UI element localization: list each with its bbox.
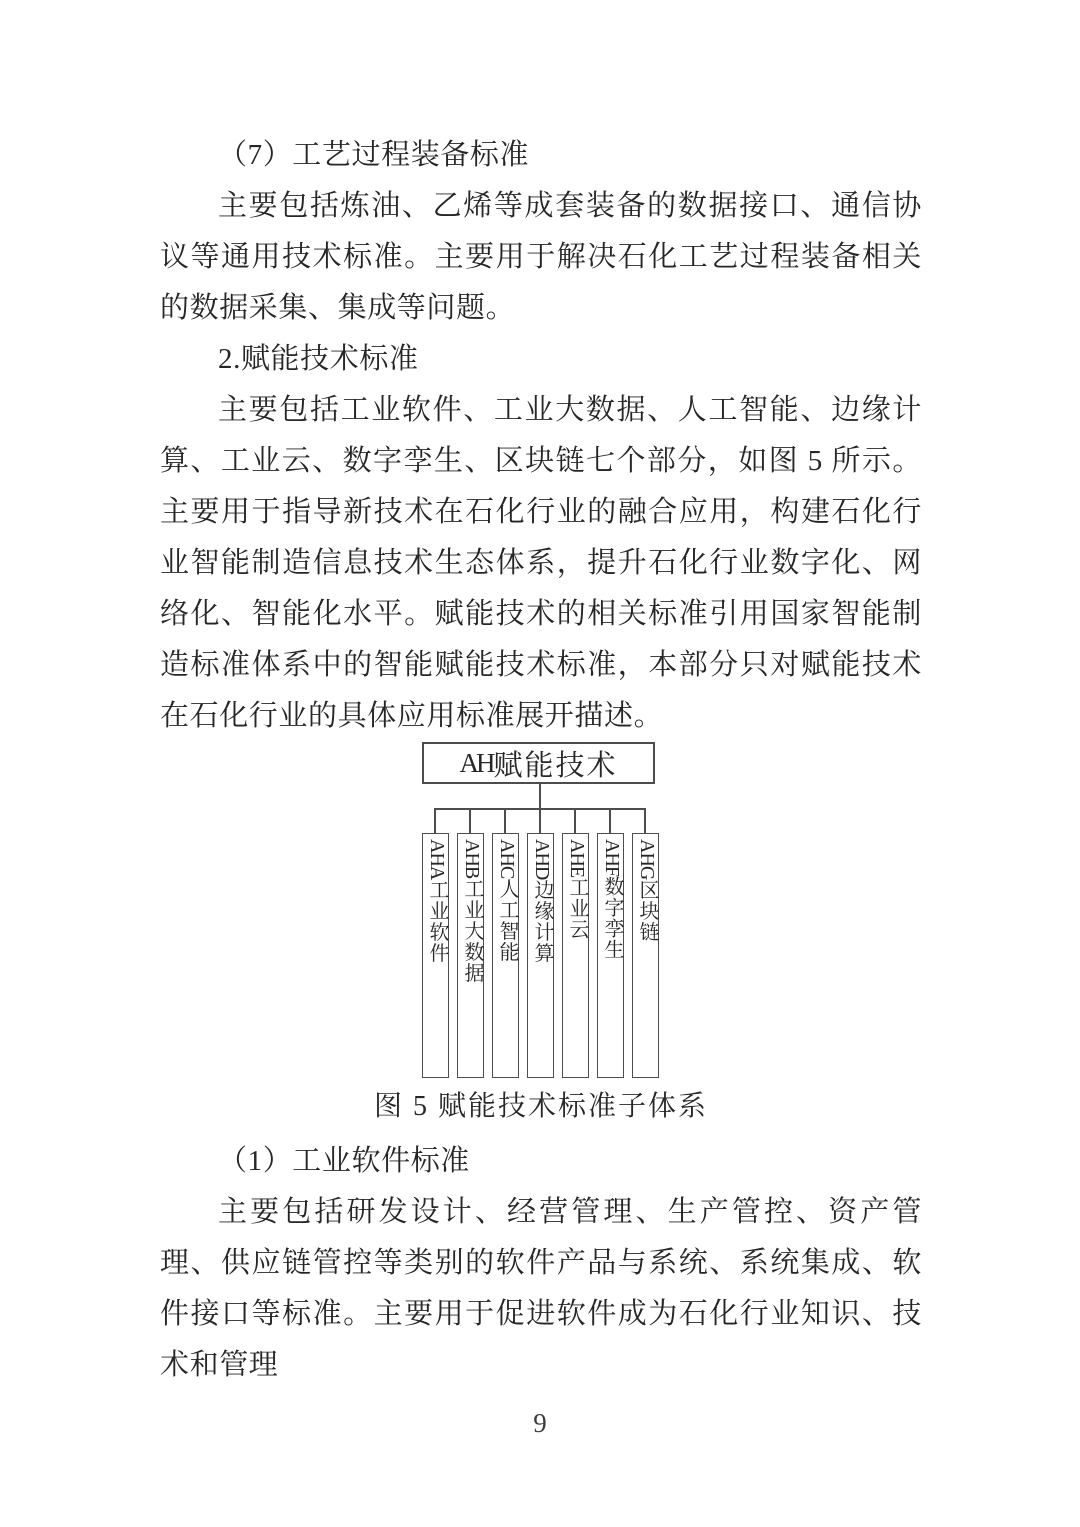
- leaf-code: AHC: [496, 839, 518, 879]
- figure-leaf-artificial-intelligence: [492, 833, 519, 1078]
- heading-industrial-software: （1）工业软件标准: [218, 1145, 470, 1177]
- figure-connector-drop: [469, 810, 471, 833]
- paragraph-enabling-tech: 主要包括工业软件、工业大数据、人工智能、边缘计算、工业云、数字孪生、区块链七个部分，如图 5 所示。主要用于指导新技术在石化行业的融合应用，构建石化行业智能制造信息技术生态体系，提升石化行业数字化、网络化、智能化水平。赋能技术的相关标准引用国家智能制造标准体系中的智能赋能技术标准，本部分只对赋能技术在石化行业的具体应用标准展开描述。: [160, 394, 922, 732]
- figure-caption: 图 5 赋能技术标准子体系: [373, 1091, 708, 1122]
- leaf-code: AHE: [566, 839, 588, 878]
- leaf-label: 人工智能: [496, 878, 518, 963]
- leaf-label: 工业大数据: [461, 878, 483, 984]
- leaf-code: AHF: [601, 839, 623, 877]
- figure-connector-drop: [574, 810, 576, 833]
- heading-process-equipment: （7）工艺过程装备标准: [218, 139, 530, 171]
- figure-root-box: [422, 742, 655, 784]
- leaf-label: 数字孪生: [601, 876, 623, 961]
- leaf-code: AHB: [461, 839, 483, 879]
- figure-leaf-industrial-big-data: [457, 833, 484, 1078]
- figure-connector-drop: [434, 810, 436, 833]
- leaf-label: 边缘计算: [531, 879, 553, 964]
- leaf-label: 工业软件: [426, 879, 448, 964]
- figure-root-label: 赋能技术: [493, 749, 618, 782]
- figure-root-code: AH: [459, 747, 493, 778]
- figure-leaf-blockchain: [632, 833, 659, 1078]
- page-number: 9: [533, 1408, 547, 1438]
- figure-connector-drop: [644, 810, 646, 833]
- figure-leaf-industrial-cloud: [562, 833, 589, 1078]
- paragraph-process-equipment: 主要包括炼油、乙烯等成套装备的数据接口、通信协议等通用技术标准。主要用于解决石化工艺过程装备相关的数据采集、集成等问题。: [160, 190, 922, 324]
- figure-leaf-industrial-software: [422, 833, 449, 1078]
- figure-connector-drop: [504, 810, 506, 833]
- leaf-label: 区块链: [636, 879, 658, 943]
- document-content: [160, 130, 922, 1391]
- leaf-code: AHD: [531, 839, 553, 880]
- paragraph-industrial-software: 主要包括研发设计、经营管理、生产管控、资产管理、供应链管控等类别的软件产品与系统、系统集成、软件接口等标准。主要用于促进软件成为石化行业知识、技术和管理: [160, 1196, 922, 1381]
- leaf-label: 工业云: [566, 877, 588, 941]
- figure-connector-drop: [609, 810, 611, 833]
- heading-enabling-tech: 2.赋能技术标准: [218, 343, 419, 375]
- leaf-code: AHG: [636, 839, 658, 880]
- figure-leaf-edge-computing: [527, 833, 554, 1078]
- figure-connector-stem: [539, 784, 541, 808]
- figure-enabling-tech-diagram: [160, 742, 922, 1078]
- figure-leaf-digital-twin: [597, 833, 624, 1078]
- leaf-code: AHA: [426, 839, 448, 880]
- figure-connector-drop: [539, 810, 541, 833]
